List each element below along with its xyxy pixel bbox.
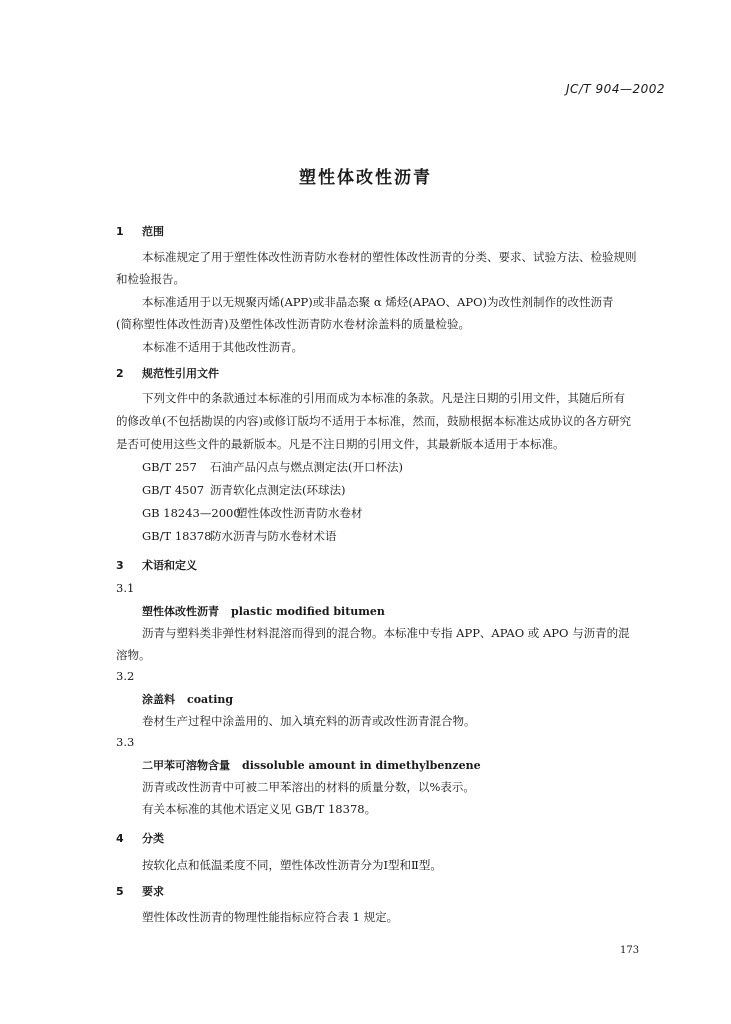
term-chinese: 涂盖料 [142, 693, 175, 706]
section-number: 3 [116, 559, 124, 572]
paragraph-line: 是否可使用这些文件的最新版本。凡是不注日期的引用文件，其最新版本适用于本标准。 [116, 437, 565, 451]
section-title: 分类 [142, 832, 164, 845]
reference-code: GB/T 4507 [142, 483, 205, 497]
term-heading [142, 691, 233, 707]
reference-item [142, 482, 345, 498]
term-number: 3.3 [116, 735, 135, 749]
term-english: plastic modified bitumen [231, 605, 385, 618]
section-number: 2 [116, 367, 124, 380]
paragraph-line: (简称塑性体改性沥青)及塑性体改性沥青防水卷材涂盖料的质量检验。 [116, 317, 470, 331]
term-heading [142, 603, 385, 619]
paragraph-line: 和检验报告。 [116, 272, 185, 286]
section-title: 要求 [142, 885, 164, 898]
document-code: JC/T 904—2002 [565, 82, 665, 96]
section-1-heading [116, 223, 164, 239]
term-chinese: 二甲苯可溶物含量 [142, 759, 230, 772]
reference-item [142, 528, 337, 544]
section-4-heading [116, 830, 164, 846]
paragraph-line: 本标准规定了用于塑性体改性沥青防水卷材的塑性体改性沥青的分类、要求、试验方法、检验规则 [142, 250, 637, 264]
page-title: 塑性体改性沥青 [299, 168, 432, 188]
paragraph-line: 溶物。 [116, 648, 151, 662]
term-number: 3.2 [116, 669, 135, 683]
term-number: 3.1 [116, 581, 135, 595]
term-chinese: 塑性体改性沥青 [142, 605, 219, 618]
section-title: 术语和定义 [142, 559, 197, 572]
paragraph-line: 下列文件中的条款通过本标准的引用而成为本标准的条款。凡是注日期的引用文件，其随后所有 [142, 391, 625, 405]
reference-name: 石油产品闪点与燃点测定法(开口杯法) [210, 460, 403, 474]
section-title: 规范性引用文件 [142, 367, 219, 380]
section-3-heading [116, 557, 197, 573]
paragraph-line: 本标准适用于以无规聚丙烯(APP)或非晶态聚 α 烯烃(APAO、APO)为改性剂制作的改性沥青 [142, 295, 614, 309]
section-2-heading [116, 365, 219, 381]
section-title: 范围 [142, 225, 164, 238]
term-english: dissoluble amount in dimethylbenzene [242, 759, 481, 772]
paragraph-line: 按软化点和低温柔度不同，塑性体改性沥青分为Ⅰ型和Ⅱ型。 [142, 858, 442, 872]
page-number: 173 [620, 945, 640, 956]
paragraph-line: 沥青或改性沥青中可被二甲苯溶出的材料的质量分数，以%表示。 [142, 780, 475, 794]
paragraph-line: 卷材生产过程中涂盖用的、加入填充料的沥青或改性沥青混合物。 [142, 714, 476, 728]
reference-name: 沥青软化点测定法(环球法) [210, 483, 346, 497]
reference-code: GB 18243—2000 [142, 506, 241, 520]
section-5-heading [116, 883, 164, 899]
section-number: 1 [116, 225, 124, 238]
reference-item [142, 505, 363, 521]
section-number: 4 [116, 832, 124, 845]
reference-name: 塑性体改性沥青防水卷材 [236, 506, 363, 520]
reference-item [142, 459, 403, 475]
paragraph-line: 沥青与塑料类非弹性材料混溶而得到的混合物。本标准中专指 APP、APAO 或 APO 与沥青的混 [142, 626, 630, 640]
term-heading [142, 757, 481, 773]
paragraph-line: 的修改单(不包括勘误的内容)或修订版均不适用于本标准，然而，鼓励根据本标准达成协议的各方研究 [116, 414, 631, 428]
term-english: coating [187, 693, 234, 706]
paragraph-line: 有关本标准的其他术语定义见 GB/T 18378。 [142, 802, 377, 816]
paragraph-line: 塑性体改性沥青的物理性能指标应符合表 1 规定。 [142, 910, 399, 924]
reference-code: GB/T 257 [142, 460, 197, 474]
paragraph-line: 本标准不适用于其他改性沥青。 [142, 340, 303, 354]
reference-name: 防水沥青与防水卷材术语 [210, 529, 337, 543]
reference-code: GB/T 18378 [142, 529, 212, 543]
section-number: 5 [116, 885, 124, 898]
